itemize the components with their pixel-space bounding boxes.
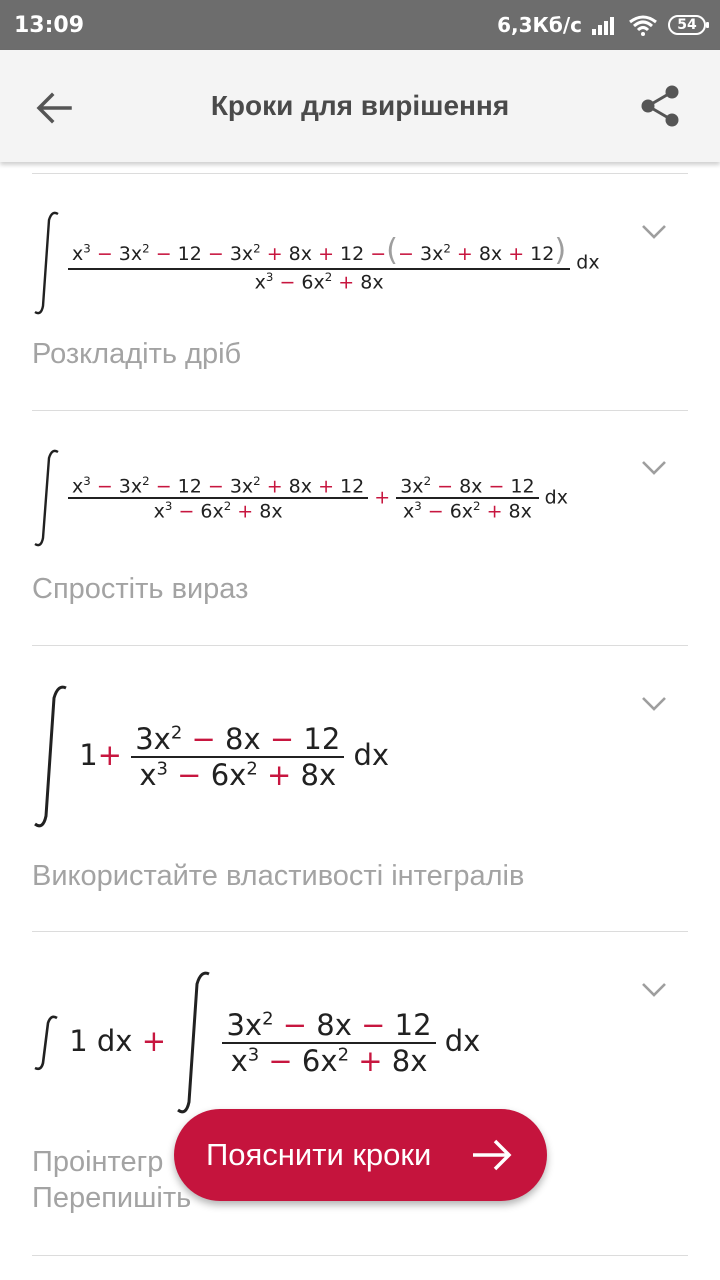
denominator: $x^3 - 6x^2 + 8x$ bbox=[402, 499, 532, 523]
integral-sign-icon bbox=[32, 446, 62, 550]
integral-sign-icon bbox=[32, 1013, 60, 1073]
dx-label: dx bbox=[576, 251, 600, 274]
denominator: $x^3 - 6x^2 + 8x$ bbox=[230, 1044, 428, 1078]
step-1-math[interactable] bbox=[32, 208, 600, 318]
explain-steps-button[interactable] bbox=[174, 1109, 547, 1201]
step-4-description-line2: Перепишіть bbox=[32, 1182, 192, 1214]
step-4-description-line1: Проінтегр bbox=[32, 1146, 164, 1178]
network-speed: 6,3Кб/с bbox=[497, 13, 582, 37]
chevron-down-icon[interactable] bbox=[640, 980, 668, 1000]
denominator: $x^3 - 6x^2 + 8x$ bbox=[254, 269, 384, 294]
fraction bbox=[68, 233, 570, 293]
page-title: Кроки для вирішення bbox=[210, 90, 510, 121]
divider bbox=[32, 1255, 688, 1256]
dx-label: dx bbox=[353, 738, 390, 772]
dx-label: dx bbox=[444, 1024, 481, 1058]
back-button[interactable] bbox=[30, 84, 78, 132]
chevron-down-icon[interactable] bbox=[640, 222, 668, 242]
step-4-math[interactable]: 1 dx + $\frac{3x^2 - 8x - 12}{x^3 - 6x^2 + 8x}$ dx bbox=[32, 968, 480, 1118]
divider bbox=[32, 410, 688, 411]
fraction bbox=[68, 474, 368, 523]
denominator: $x^3 - 6x^2 + 8x$ bbox=[153, 499, 283, 523]
status-bar bbox=[0, 0, 720, 50]
back-arrow-icon bbox=[36, 92, 72, 124]
numerator: $x^3 - 3x^2 - 12 - 3x^2 + 8x + 12$ −(− $3x^2 + 8x + 12$) bbox=[68, 233, 570, 270]
battery-icon bbox=[668, 15, 706, 35]
share-icon bbox=[640, 84, 680, 128]
explain-steps-label: Пояснити кроки bbox=[206, 1137, 432, 1172]
integral-sign-icon bbox=[175, 968, 213, 1118]
step-3-description: Використайте властивості інтегралів bbox=[32, 860, 525, 892]
battery-level: 54 bbox=[677, 17, 697, 33]
numerator: $3x^2 - 8x - 12$ bbox=[131, 722, 344, 758]
app-bar bbox=[0, 50, 720, 162]
share-button[interactable] bbox=[636, 80, 684, 132]
signal-icon bbox=[592, 15, 618, 35]
fraction bbox=[131, 722, 344, 792]
numerator: $3x^2 - 8x - 12$ bbox=[396, 474, 538, 499]
denominator: $x^3 - 6x^2 + 8x$ bbox=[139, 758, 337, 792]
wifi-icon bbox=[628, 14, 658, 36]
integral-sign-icon bbox=[32, 682, 70, 832]
status-right bbox=[497, 13, 706, 37]
integral-sign-icon bbox=[32, 208, 62, 318]
divider bbox=[32, 173, 688, 174]
fraction bbox=[222, 1008, 435, 1078]
dx-label: dx bbox=[544, 486, 568, 509]
step-3-math[interactable]: 1+ $\frac{3x^2 - 8x - 12}{x^3 - 6x^2 + 8x}$ dx bbox=[32, 682, 389, 832]
fraction bbox=[396, 474, 538, 523]
status-time: 13:09 bbox=[14, 12, 85, 38]
step-1-description: Розкладіть дріб bbox=[32, 338, 242, 370]
step-2-math[interactable]: $\frac{x^3 - 3x^2 - 12 - 3x^2 + 8x + 12}{x^3 - 6x^2 + 8x}$ + $\frac{3x^2 - 8x - 12}{x^3 - 6x^2 + 8x}$ dx bbox=[32, 446, 568, 550]
numerator: $3x^2 - 8x - 12$ bbox=[222, 1008, 435, 1044]
numerator: $x^3 - 3x^2 - 12 - 3x^2 + 8x + 12$ bbox=[68, 474, 368, 499]
chevron-down-icon[interactable] bbox=[640, 694, 668, 714]
chevron-down-icon[interactable] bbox=[640, 458, 668, 478]
step-2-description: Спростіть вираз bbox=[32, 573, 249, 605]
arrow-right-icon bbox=[471, 1137, 513, 1173]
divider bbox=[32, 931, 688, 932]
divider bbox=[32, 645, 688, 646]
